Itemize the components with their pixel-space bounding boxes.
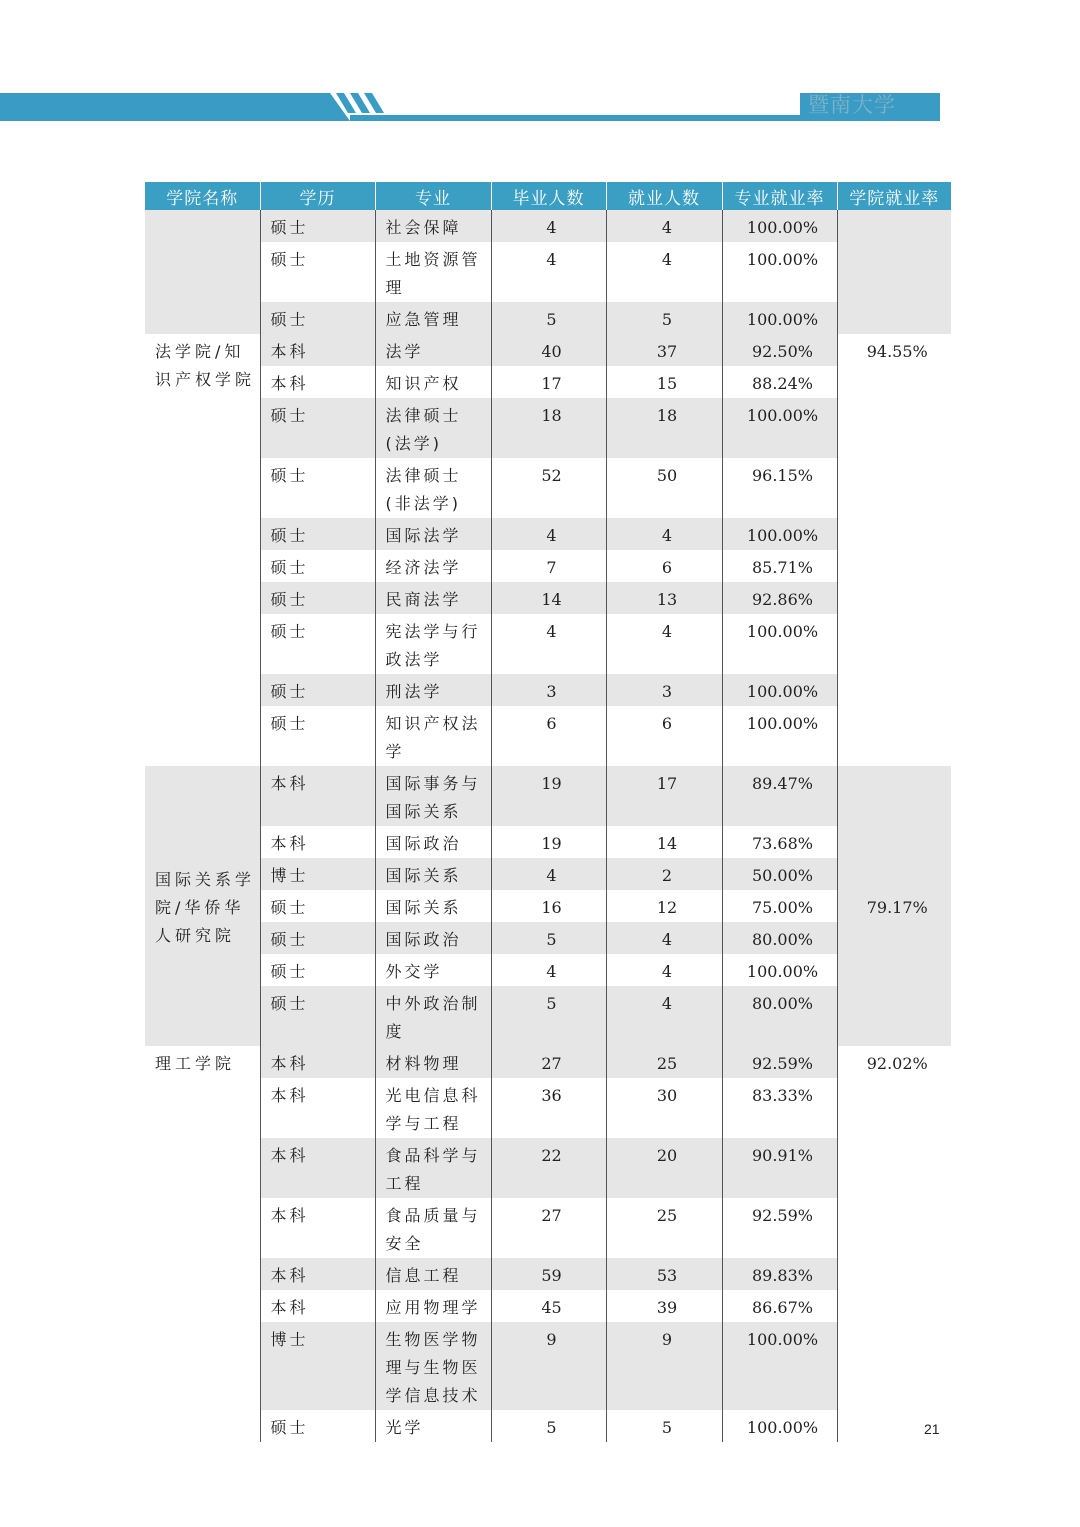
- major-cell: 应急管理: [375, 302, 491, 334]
- employed-cell: 5: [606, 1410, 722, 1442]
- graduates-cell: 18: [491, 398, 606, 458]
- graduates-cell: 5: [491, 986, 606, 1046]
- header-title: 暨南大学: [808, 93, 896, 117]
- graduates-cell: 19: [491, 826, 606, 858]
- employed-cell: 2: [606, 858, 722, 890]
- graduates-cell: 4: [491, 858, 606, 890]
- major-rate-cell: 50.00%: [722, 858, 837, 890]
- employed-cell: 13: [606, 582, 722, 614]
- column-header: 就业人数: [606, 182, 722, 210]
- column-header: 学院名称: [145, 182, 260, 210]
- degree-cell: 本科: [260, 366, 375, 398]
- column-header: 专业就业率: [722, 182, 837, 210]
- table-row: [145, 1198, 951, 1258]
- employed-cell: 5: [606, 302, 722, 334]
- graduates-cell: 5: [491, 922, 606, 954]
- employed-cell: 4: [606, 954, 722, 986]
- graduates-cell: 5: [491, 302, 606, 334]
- graduates-cell: 9: [491, 1322, 606, 1410]
- employed-cell: 12: [606, 890, 722, 922]
- degree-cell: 本科: [260, 1258, 375, 1290]
- table-row: [145, 1410, 951, 1442]
- graduates-cell: 14: [491, 582, 606, 614]
- table-row: [145, 398, 951, 458]
- degree-cell: 本科: [260, 1078, 375, 1138]
- major-rate-cell: 89.47%: [722, 766, 837, 826]
- employed-cell: 17: [606, 766, 722, 826]
- major-rate-cell: 75.00%: [722, 890, 837, 922]
- major-cell: 材料物理: [375, 1046, 491, 1078]
- degree-cell: 本科: [260, 766, 375, 826]
- graduates-cell: 52: [491, 458, 606, 518]
- employed-cell: 4: [606, 210, 722, 242]
- degree-cell: 硕士: [260, 458, 375, 518]
- major-rate-cell: 88.24%: [722, 366, 837, 398]
- employed-cell: 20: [606, 1138, 722, 1198]
- table-row: [145, 826, 951, 858]
- employed-cell: 4: [606, 242, 722, 302]
- major-rate-cell: 100.00%: [722, 1410, 837, 1442]
- degree-cell: 本科: [260, 1198, 375, 1258]
- major-rate-cell: 92.59%: [722, 1046, 837, 1078]
- table-row: [145, 890, 951, 922]
- graduates-cell: 3: [491, 674, 606, 706]
- major-rate-cell: 89.83%: [722, 1258, 837, 1290]
- table-row: [145, 366, 951, 398]
- major-cell: 光学: [375, 1410, 491, 1442]
- major-rate-cell: 100.00%: [722, 242, 837, 302]
- college-name: 国际关系学院/华侨华人研究院: [145, 766, 260, 1046]
- major-rate-cell: 92.50%: [722, 334, 837, 366]
- degree-cell: 硕士: [260, 550, 375, 582]
- table-row: [145, 1138, 951, 1198]
- major-cell: 国际事务与国际关系: [375, 766, 491, 826]
- table-row: [145, 458, 951, 518]
- degree-cell: 硕士: [260, 706, 375, 766]
- graduates-cell: 7: [491, 550, 606, 582]
- college-name: 理工学院: [155, 1054, 236, 1073]
- table-row: [145, 1258, 951, 1290]
- major-cell: 信息工程: [375, 1258, 491, 1290]
- major-cell: 国际关系: [375, 890, 491, 922]
- major-cell: 中外政治制度: [375, 986, 491, 1046]
- employed-cell: 50: [606, 458, 722, 518]
- graduates-cell: 5: [491, 1410, 606, 1442]
- table-row: [145, 242, 951, 302]
- major-rate-cell: 100.00%: [722, 954, 837, 986]
- table-header-row: [145, 182, 951, 210]
- major-cell: 应用物理学: [375, 1290, 491, 1322]
- degree-cell: 本科: [260, 334, 375, 366]
- degree-cell: 硕士: [260, 922, 375, 954]
- major-cell: 国际政治: [375, 826, 491, 858]
- college-name: [145, 210, 260, 334]
- major-rate-cell: 100.00%: [722, 398, 837, 458]
- employed-cell: 53: [606, 1258, 722, 1290]
- column-header: 毕业人数: [491, 182, 606, 210]
- degree-cell: 博士: [260, 858, 375, 890]
- major-cell: 法律硕士(非法学): [375, 458, 491, 518]
- degree-cell: 本科: [260, 1138, 375, 1198]
- table-row: [145, 334, 951, 366]
- college-rate: 92.02%: [866, 1054, 928, 1073]
- graduates-cell: 45: [491, 1290, 606, 1322]
- major-cell: 光电信息科学与工程: [375, 1078, 491, 1138]
- table-row: [145, 986, 951, 1046]
- graduates-cell: 4: [491, 614, 606, 674]
- table-row: [145, 766, 951, 826]
- college-rate: 79.17%: [837, 766, 951, 1046]
- major-rate-cell: 100.00%: [722, 706, 837, 766]
- degree-cell: 硕士: [260, 582, 375, 614]
- column-header: 专业: [375, 182, 491, 210]
- major-cell: 社会保障: [375, 210, 491, 242]
- graduates-cell: 16: [491, 890, 606, 922]
- major-rate-cell: 100.00%: [722, 614, 837, 674]
- employed-cell: 9: [606, 1322, 722, 1410]
- major-cell: 刑法学: [375, 674, 491, 706]
- degree-cell: 硕士: [260, 242, 375, 302]
- major-rate-cell: 83.33%: [722, 1078, 837, 1138]
- employed-cell: 4: [606, 986, 722, 1046]
- degree-cell: 硕士: [260, 614, 375, 674]
- table-row: [145, 858, 951, 890]
- major-rate-cell: 100.00%: [722, 210, 837, 242]
- graduates-cell: 40: [491, 334, 606, 366]
- major-rate-cell: 90.91%: [722, 1138, 837, 1198]
- major-rate-cell: 92.86%: [722, 582, 837, 614]
- employed-cell: 39: [606, 1290, 722, 1322]
- graduates-cell: 27: [491, 1046, 606, 1078]
- major-cell: 生物医学物理与生物医学信息技术: [375, 1322, 491, 1410]
- column-header: 学历: [260, 182, 375, 210]
- graduates-cell: 4: [491, 518, 606, 550]
- employed-cell: 14: [606, 826, 722, 858]
- graduates-cell: 19: [491, 766, 606, 826]
- employed-cell: 25: [606, 1198, 722, 1258]
- table-row: [145, 550, 951, 582]
- employed-cell: 4: [606, 614, 722, 674]
- major-cell: 经济法学: [375, 550, 491, 582]
- degree-cell: 硕士: [260, 210, 375, 242]
- college-rate: [837, 210, 951, 334]
- degree-cell: 硕士: [260, 398, 375, 458]
- major-rate-cell: 86.67%: [722, 1290, 837, 1322]
- major-cell: 宪法学与行政法学: [375, 614, 491, 674]
- major-rate-cell: 85.71%: [722, 550, 837, 582]
- employed-cell: 25: [606, 1046, 722, 1078]
- major-cell: 国际政治: [375, 922, 491, 954]
- major-cell: 国际关系: [375, 858, 491, 890]
- table-row: [145, 1078, 951, 1138]
- degree-cell: 硕士: [260, 986, 375, 1046]
- degree-cell: 本科: [260, 1290, 375, 1322]
- employed-cell: 30: [606, 1078, 722, 1138]
- employed-cell: 3: [606, 674, 722, 706]
- header-band: [0, 93, 940, 121]
- major-cell: 法学: [375, 334, 491, 366]
- employment-table: [145, 182, 951, 1442]
- graduates-cell: 22: [491, 1138, 606, 1198]
- degree-cell: 本科: [260, 826, 375, 858]
- degree-cell: 硕士: [260, 1410, 375, 1442]
- major-rate-cell: 80.00%: [722, 986, 837, 1046]
- table-row: [145, 1290, 951, 1322]
- employed-cell: 4: [606, 922, 722, 954]
- table-row: [145, 302, 951, 334]
- major-rate-cell: 100.00%: [722, 302, 837, 334]
- table-row: [145, 922, 951, 954]
- degree-cell: 本科: [260, 1046, 375, 1078]
- major-rate-cell: 100.00%: [722, 518, 837, 550]
- major-cell: 食品质量与安全: [375, 1198, 491, 1258]
- major-cell: 食品科学与工程: [375, 1138, 491, 1198]
- degree-cell: 博士: [260, 1322, 375, 1410]
- major-cell: 知识产权: [375, 366, 491, 398]
- major-cell: 民商法学: [375, 582, 491, 614]
- graduates-cell: 36: [491, 1078, 606, 1138]
- major-rate-cell: 92.59%: [722, 1198, 837, 1258]
- employed-cell: 37: [606, 334, 722, 366]
- major-cell: 土地资源管理: [375, 242, 491, 302]
- graduates-cell: 59: [491, 1258, 606, 1290]
- table-row: [145, 1322, 951, 1410]
- major-rate-cell: 73.68%: [722, 826, 837, 858]
- major-rate-cell: 80.00%: [722, 922, 837, 954]
- table-row: [145, 674, 951, 706]
- college-name: 法学院/知识产权学院: [155, 342, 256, 389]
- major-cell: 知识产权法学: [375, 706, 491, 766]
- table-row: [145, 614, 951, 674]
- page-number: 21: [924, 1421, 940, 1437]
- graduates-cell: 17: [491, 366, 606, 398]
- major-rate-cell: 100.00%: [722, 674, 837, 706]
- graduates-cell: 6: [491, 706, 606, 766]
- degree-cell: 硕士: [260, 890, 375, 922]
- employed-cell: 15: [606, 366, 722, 398]
- employed-cell: 6: [606, 706, 722, 766]
- table-row: [145, 518, 951, 550]
- degree-cell: 硕士: [260, 954, 375, 986]
- college-rate: 94.55%: [866, 342, 928, 361]
- table-row: [145, 954, 951, 986]
- employed-cell: 18: [606, 398, 722, 458]
- graduates-cell: 4: [491, 242, 606, 302]
- table-row: [145, 706, 951, 766]
- graduates-cell: 4: [491, 210, 606, 242]
- employed-cell: 6: [606, 550, 722, 582]
- degree-cell: 硕士: [260, 518, 375, 550]
- major-rate-cell: 100.00%: [722, 1322, 837, 1410]
- major-rate-cell: 96.15%: [722, 458, 837, 518]
- major-cell: 法律硕士(法学): [375, 398, 491, 458]
- graduates-cell: 4: [491, 954, 606, 986]
- degree-cell: 硕士: [260, 302, 375, 334]
- degree-cell: 硕士: [260, 674, 375, 706]
- table-row: [145, 1046, 951, 1078]
- employed-cell: 4: [606, 518, 722, 550]
- graduates-cell: 27: [491, 1198, 606, 1258]
- major-cell: 外交学: [375, 954, 491, 986]
- major-cell: 国际法学: [375, 518, 491, 550]
- column-header: 学院就业率: [837, 182, 951, 210]
- table-row: [145, 210, 951, 242]
- table-row: [145, 582, 951, 614]
